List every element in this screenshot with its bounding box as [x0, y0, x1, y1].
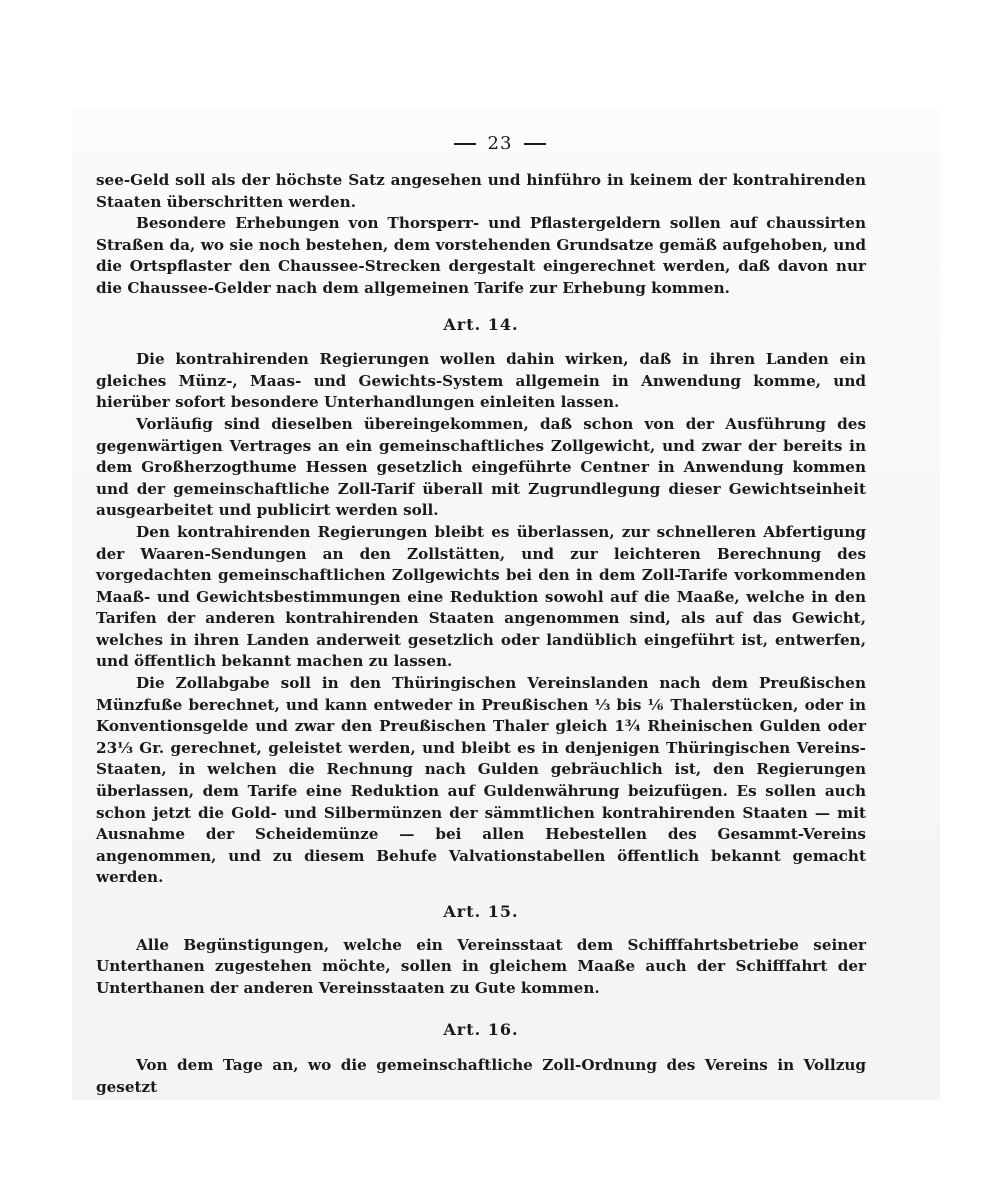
paragraph: Von dem Tage an, wo die gemeinschaftliche Zoll-Ordnung des Vereins in Vollzug gesetzt: [96, 1055, 866, 1096]
article-heading-14: Art. 14.: [443, 314, 519, 334]
paragraph: Vorläufig sind dieselben übereingekommen, daß schon von der Ausführung des gegenwärtigen Vertrages an ein gemeinschaftliches Zollgewicht, und zwar der bereits in dem Großherzogthume Hessen gesetzlich eingeführte Centner in Anwendung kommen und der gemeinschaftliche Zoll-Tarif überall mit Zugrundlegung dieser Gewichtseinheit ausgearbeitet und publicirt werden soll.: [96, 414, 866, 520]
document-body: [96, 170, 866, 1098]
left-dash: [454, 143, 476, 145]
paragraph: Den kontrahirenden Regierungen bleibt es überlassen, zur schnelleren Abfertigung der Waaren-Sendungen an den Zollstätten, und zur leichteren Berechnung des vorgedachten gemeinschaftlichen Zollgewichts bei den in dem Zoll-Tarife vorkommenden Maaß- und Gewichtsbestimmungen eine Reduktion sowohl auf die Maaße, welche in den Tarifen der anderen kontrahirenden Staaten angenommen sind, als auf das Gewicht, welches in ihren Landen anderweit gesetzlich oder landüblich eingeführt ist, entwerfen, und öffentlich bekannt machen zu lassen.: [96, 522, 866, 671]
right-dash: [524, 143, 546, 145]
paragraph: Alle Begünstigungen, welche ein Vereinsstaat dem Schifffahrtsbetriebe seiner Unterthanen zugestehen möchte, sollen in gleichem Maaße auch der Schifffahrt der Unterthanen der anderen Vereinsstaaten zu Gute kommen.: [96, 935, 866, 997]
article-heading-15: Art. 15.: [443, 902, 519, 921]
article-heading-16: Art. 16.: [443, 1020, 519, 1040]
paragraph: Besondere Erhebungen von Thorsperr- und Pflastergeldern sollen auf chaussirten Straßen da, wo sie noch bestehen, dem vorstehenden Grundsatze gemäß aufgehoben, und die Ortspflaster den Chaussee-Strecken dergestalt eingerechnet werden, daß davon nur die Chaussee-Gelder nach dem allgemeinen Tarife zur Erhebung kommen.: [96, 214, 866, 297]
page-number: 23: [487, 133, 513, 154]
paragraph: Die kontrahirenden Regierungen wollen dahin wirken, daß in ihren Landen ein gleiches Münz-, Maas- und Gewichts-System allgemein in Anwendung komme, und hierüber sofort besondere Unterhandlungen einleiten lassen.: [96, 350, 866, 412]
paragraph-continuation: see-Geld soll als der höchste Satz angesehen und hinführo in keinem der kontrahirenden Staaten überschritten werden.: [96, 171, 866, 211]
paragraph: Die Zollabgabe soll in den Thüringischen Vereinslanden nach dem Preußischen Münzfuße berechnet, und kann entweder in Preußischen ⅓ bis ⅙ Thalerstücken, oder in Konventionsgelde und zwar den Preußischen Thaler gleich 1¾ Rheinischen Gulden oder 23⅓ Gr. gerechnet, geleistet werden, und bleibt es in denjenigen Thüringischen Vereins-Staaten, in welchen die Rechnung nach Gulden gebräuchlich ist, den Regierungen überlassen, dem Tarife eine Reduktion auf Guldenwährung beizufügen. Es sollen auch schon jetzt die Gold- und Silbermünzen der sämmtlichen kontrahirenden Staaten — mit Ausnahme der Scheidemünze — bei allen Hebestellen des Gesammt-Vereins angenommen, und zu diesem Behufe Valvationstabellen öffentlich bekannt gemacht werden.: [96, 674, 866, 887]
page-number-header: [0, 133, 1000, 154]
